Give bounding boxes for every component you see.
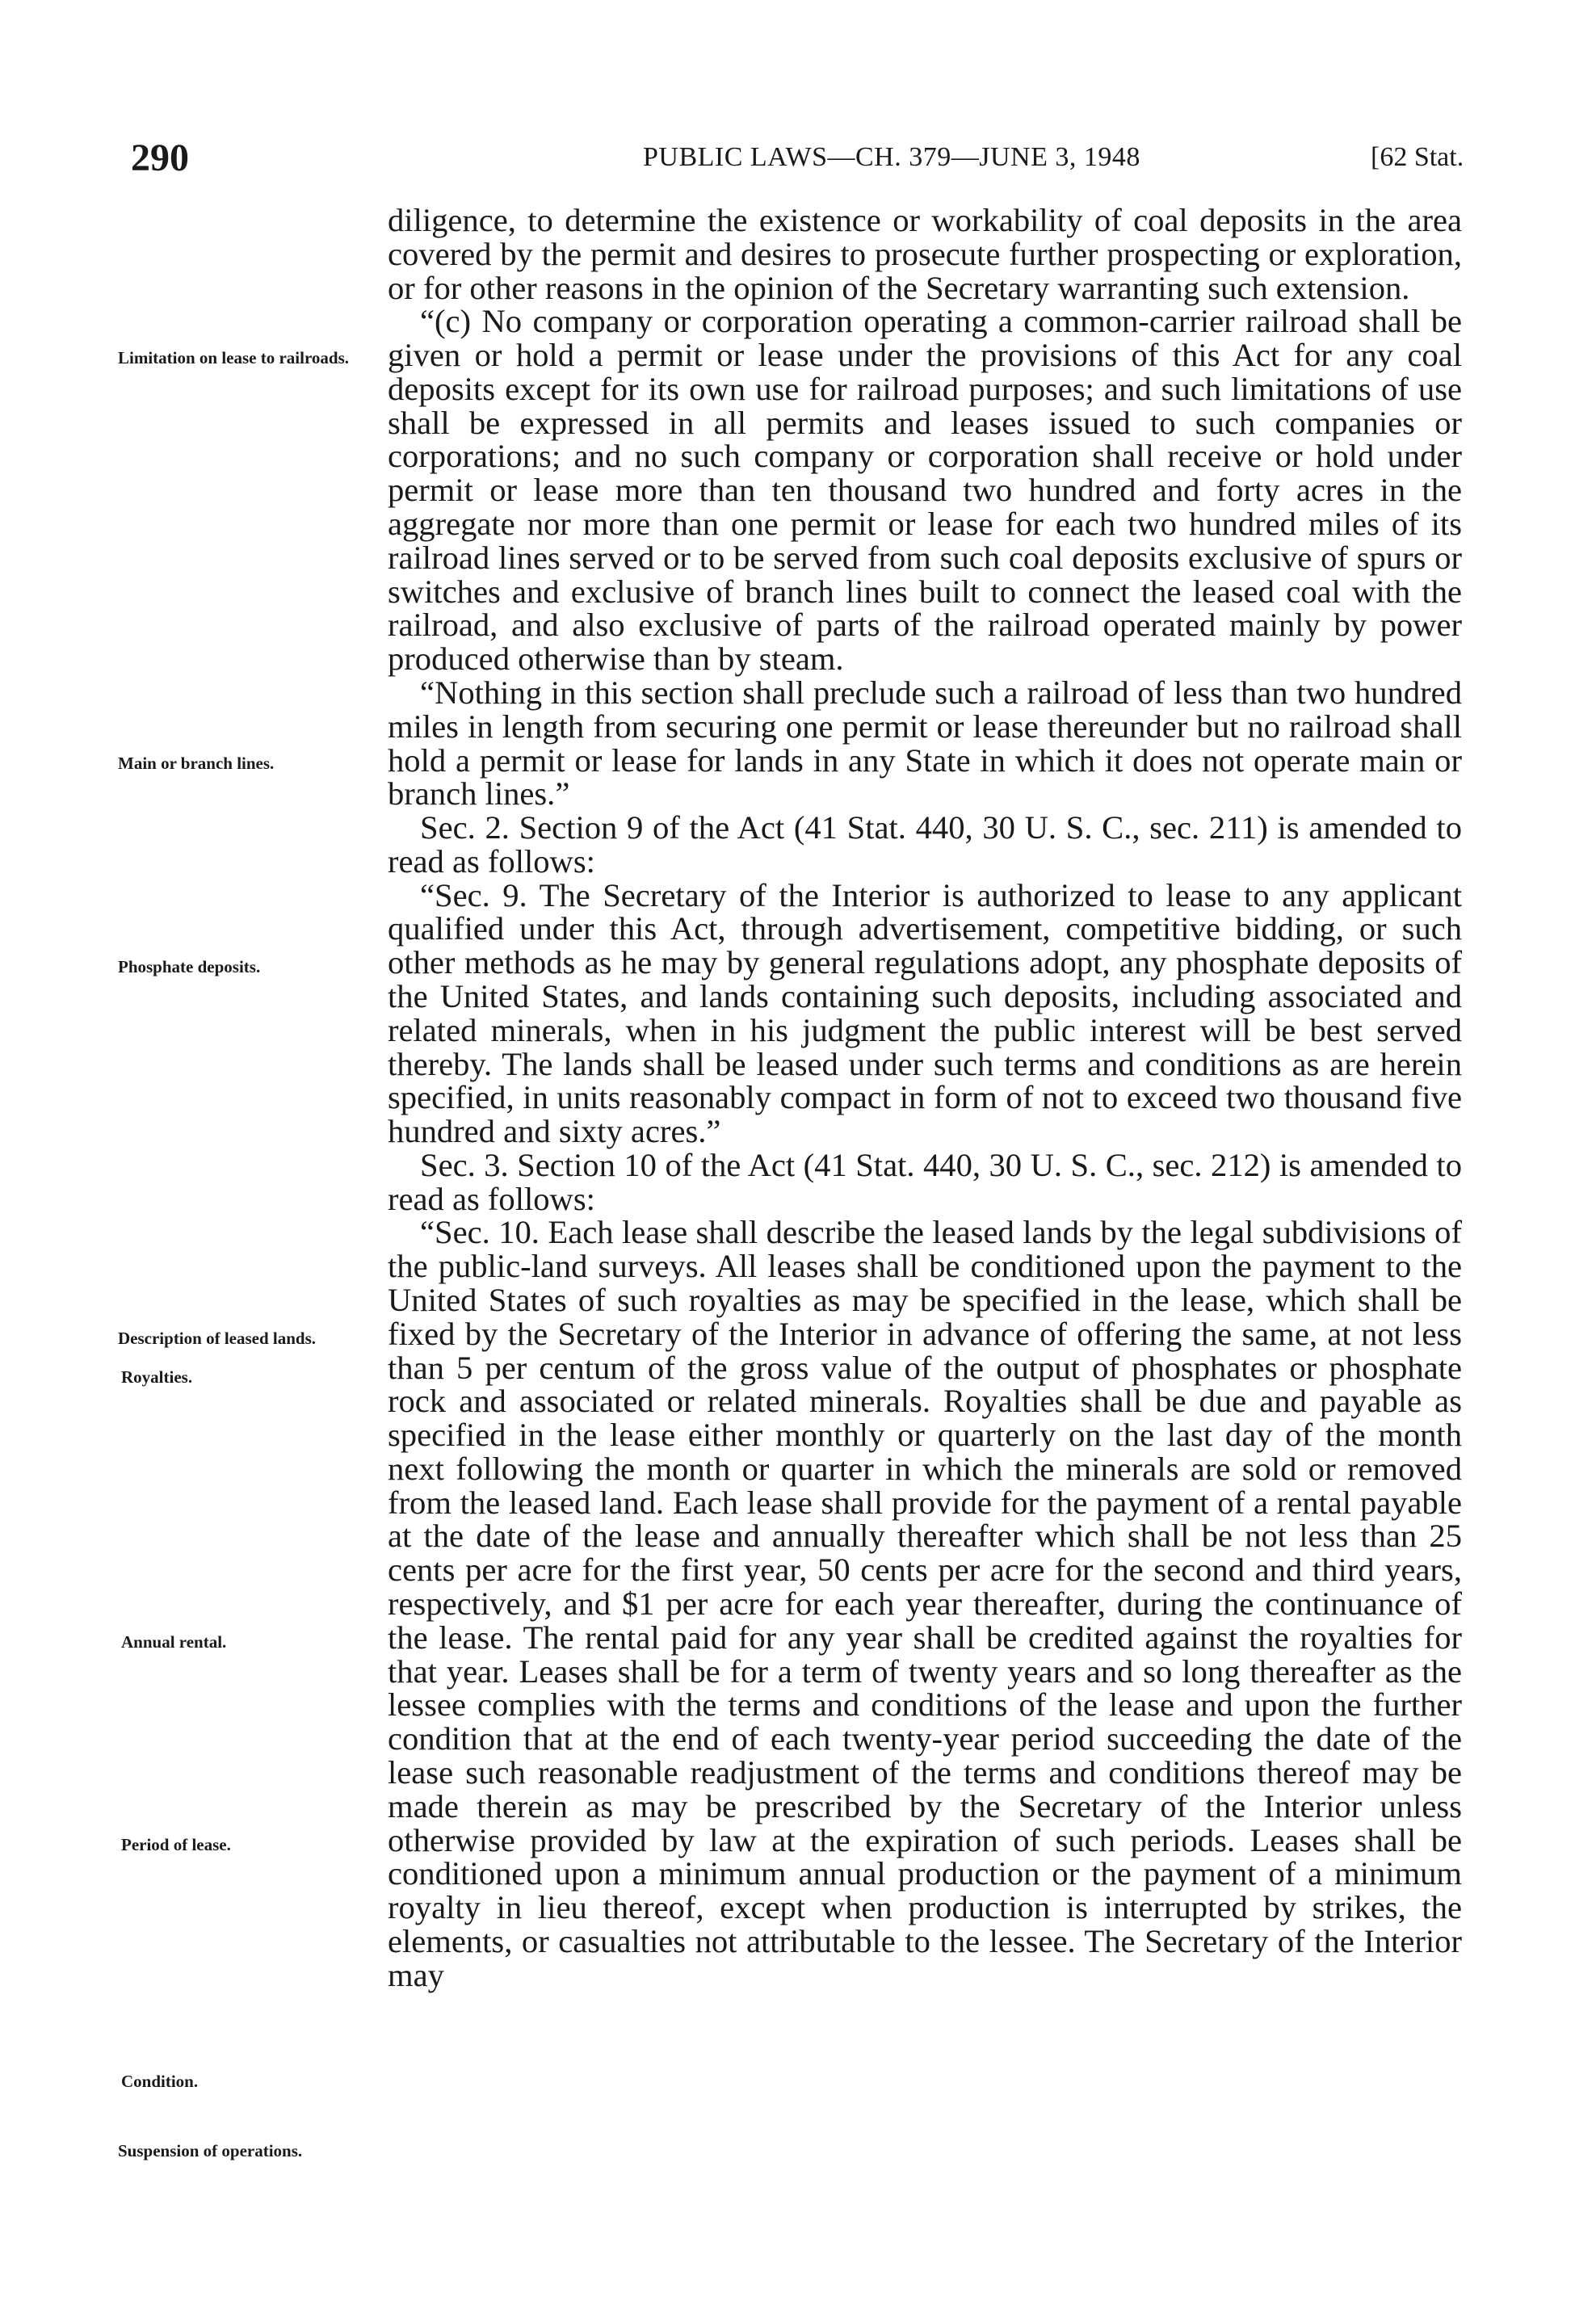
- paragraph-sec-9: “Sec. 9. The Secretary of the Interior is authorized to lease to any applicant qualified under this Act, through advertisement, competitive bidding, or such other methods as he may by general regulations adopt, any phosphate deposits of the United States, and lands containing such deposits, including associated and related minerals, when in his judgment the public interest will be best served thereby. The lands shall be leased under such terms and conditions as are herein specified, in units reasonably compact in form of not to exceed two thousand five hundred and sixty acres.”: [388, 876, 1462, 1150]
- running-head: PUBLIC LAWS—CH. 379—JUNE 3, 1948: [643, 142, 1140, 172]
- paragraph-sec-3: Sec. 3. Section 10 of the Act (41 Stat. 440, 30 U. S. C., sec. 212) is amended to read as follows:: [388, 1146, 1462, 1217]
- paragraph-diligence: diligence, to determine the existence or workability of coal deposits in the area covered by the permit and desires to prosecute further prospecting or exploration, or for other reasons in the opinion of the Secretary warranting such extension.: [388, 202, 1462, 306]
- margin-note-royalties: Royalties.: [121, 1367, 193, 1387]
- paragraph-subsection-c: “(c) No company or corporation operating a common-carrier railroad shall be given or hold a permit or lease under the provisions of this Act for any coal deposits except for its own use for railroad purposes; and such limitations of use shall be expressed in all permits and leases issued to such companies or corporations; and no such company or corporation shall receive or hold under permit or lease more than ten thousand two hundred and forty acres in the aggregate nor more than one permit or lease for each two hundred miles of its railroad lines served or to be served from such coal deposits exclusive of spurs or switches and exclusive of branch lines built to connect the leased coal with the railroad, and also exclusive of parts of the railroad operated mainly by power produced otherwise than by steam.: [388, 303, 1462, 678]
- margin-note-description-leased-lands: Description of leased lands.: [118, 1329, 317, 1348]
- paragraph-sec-10: “Sec. 10. Each lease shall describe the leased lands by the legal subdivisions of the public-land surveys. All leases shall be conditioned upon the payment to the United States of such royalties as may be specified in the lease, which shall be fixed by the Secretary of the Interior in advance of offering the same, at not less than 5 per centum of the gross value of the output of phosphates or phosphate rock and associated or related minerals. Royalties shall be due and payable as specified in the lease either monthly or quarterly on the last day of the month next following the month or quarter in which the minerals are sold or removed from the leased land. Each lease shall provide for the payment of a rental payable at the date of the lease and annually thereafter which shall be not less than 25 cents per acre for the first year, 50 cents per acre for the second and third years, respectively, and $1 per acre for each year thereafter, during the continuance of the lease. The rental paid for any year shall be credited against the royalties for that year. Leases shall be for a term of twenty years and so long thereafter as the lessee complies with the terms and conditions of the lease and upon the further condition that at the end of each twenty-year period succeeding the date of the lease such reasonable readjustment of the terms and conditions thereof may be made therein as may be prescribed by the Secretary of the Interior unless otherwise provided by law at the expiration of such periods. Leases shall be conditioned upon a minimum annual production or the payment of a minimum royalty in lieu thereof, except when production is interrupted by strikes, the elements, or casualties not attributable to the lessee. The Secretary of the Interior may: [388, 1214, 1462, 1993]
- statute-reference: [62 Stat.: [1371, 142, 1464, 172]
- margin-note-phosphate-deposits: Phosphate deposits.: [118, 957, 261, 976]
- paragraph-nothing-in-section: “Nothing in this section shall preclude such a railroad of less than two hundred miles in length from securing one permit or lease thereunder but no railroad shall hold a permit or lease for lands in any State in which it does not operate main or branch lines.”: [388, 674, 1462, 812]
- margin-note-main-branch-lines: Main or branch lines.: [118, 754, 275, 773]
- margin-note-condition: Condition.: [121, 2072, 199, 2091]
- body-text: [388, 204, 1462, 1992]
- margin-note-suspension: Suspension of operations.: [118, 2141, 303, 2160]
- margin-note-annual-rental: Annual rental.: [121, 1632, 227, 1652]
- page-number: 290: [131, 136, 189, 179]
- margin-note-limitation: Limitation on lease to railroads.: [118, 348, 350, 367]
- paragraph-sec-2: Sec. 2. Section 9 of the Act (41 Stat. 440, 30 U. S. C., sec. 211) is amended to read as follows:: [388, 809, 1462, 880]
- margin-note-period-of-lease: Period of lease.: [121, 1835, 231, 1854]
